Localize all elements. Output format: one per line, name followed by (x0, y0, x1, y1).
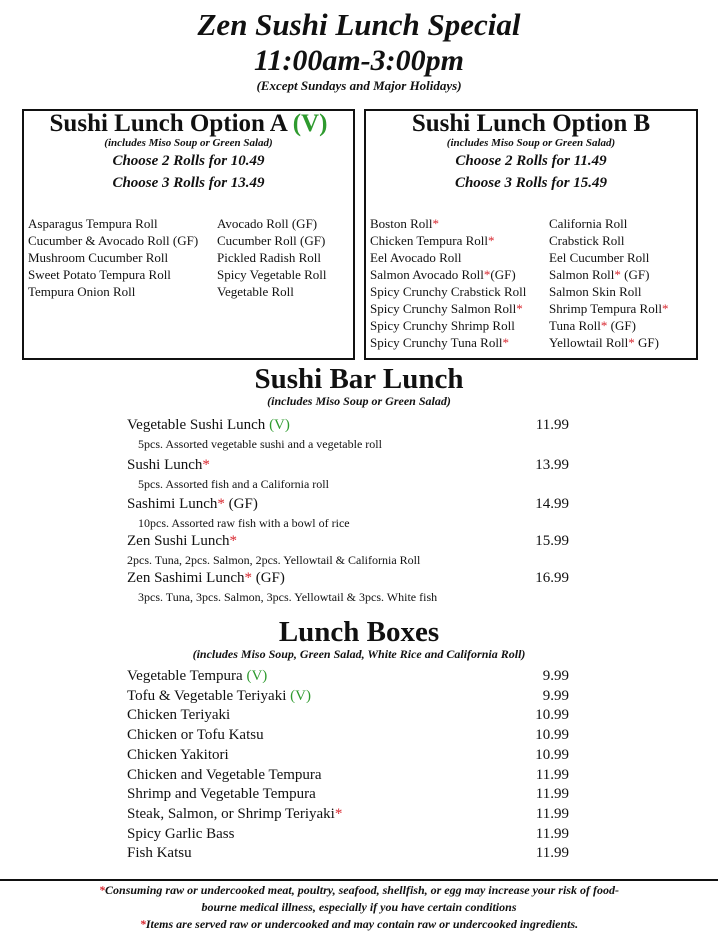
item-title: Sushi Lunch (127, 457, 203, 473)
footer-line-3: Items are served raw or undercooked and may contain raw or undercooked ingredients. (145, 917, 579, 931)
roll-item (370, 249, 549, 266)
item-price: 11.99 (535, 805, 569, 822)
item-price: 15.99 (535, 533, 569, 549)
option-a-title (24, 111, 353, 137)
roll-note: GF) (634, 335, 659, 350)
item-title: Chicken or Tofu Katsu (127, 727, 264, 744)
lunch-hours: 11:00am-3:00pm (254, 44, 464, 77)
item-name (127, 746, 229, 764)
roll-item: Pickled Radish Roll (217, 250, 321, 265)
roll-item (370, 334, 549, 351)
item-name (127, 532, 237, 550)
item-price: 10.99 (535, 746, 569, 763)
item-name (127, 706, 230, 724)
raw-star: * (502, 335, 510, 350)
roll-note: (GF) (607, 318, 636, 333)
roll-name: Eel Cucumber Roll (549, 250, 650, 265)
raw-warning-star: * (139, 917, 146, 931)
item-price: 11.99 (535, 825, 569, 842)
item-price: 10.99 (535, 727, 569, 744)
option-b-includes: (includes Miso Soup or Green Salad) (446, 137, 616, 149)
option-b-price-2: Choose 2 Rolls for 11.49 (455, 153, 607, 169)
roll-item: Mushroom Cucumber Roll (28, 250, 169, 265)
item-description: 5pcs. Assorted fish and a California roll (138, 477, 329, 491)
sushi-bar-header (0, 364, 718, 409)
item-title: Steak, Salmon, or Shrimp Teriyaki (127, 805, 335, 822)
roll-name: Salmon Skin Roll (549, 284, 642, 299)
item-title: Zen Sashimi Lunch (127, 570, 245, 586)
option-a-includes: (includes Miso Soup or Green Salad) (104, 137, 273, 149)
roll-item (549, 300, 694, 317)
item-title: Zen Sushi Lunch (127, 533, 230, 549)
raw-star: * (432, 216, 439, 231)
option-a-roll-list (28, 215, 351, 300)
item-title: Chicken Yakitori (127, 746, 229, 763)
lunch-boxes-title: Lunch Boxes (278, 616, 440, 648)
item-title: Chicken and Vegetable Tempura (127, 766, 322, 783)
roll-item (549, 249, 694, 266)
vegetarian-mark: (V) (292, 110, 328, 137)
roll-name: Eel Avocado Roll (370, 250, 462, 265)
item-title: Chicken Teriyaki (127, 707, 231, 724)
item-price: 10.99 (535, 707, 569, 724)
roll-name: California Roll (549, 216, 628, 231)
raw-star: * (614, 267, 621, 282)
roll-item (549, 266, 694, 283)
item-title: Sashimi Lunch (127, 496, 218, 512)
raw-star: * (661, 301, 669, 316)
raw-star: * (628, 335, 635, 350)
raw-star: * (229, 533, 237, 549)
option-a-box (22, 109, 355, 360)
roll-item: Spicy Vegetable Roll (217, 267, 327, 282)
vegetarian-mark: (V) (246, 668, 268, 684)
roll-item (370, 232, 549, 249)
item-name (127, 416, 290, 434)
sushi-bar-title: Sushi Bar Lunch (254, 363, 464, 395)
roll-name: Spicy Crunchy Crabstick Roll (370, 284, 527, 299)
item-note: (GF) (251, 570, 285, 586)
item-title: Fish Katsu (127, 845, 192, 862)
menu-title: Zen Sushi Lunch Special (197, 7, 521, 42)
roll-item (549, 215, 694, 232)
item-title: Tofu & Vegetable Teriyaki (127, 687, 291, 704)
item-price: 11.99 (535, 766, 569, 783)
item-name (127, 456, 210, 474)
lunch-boxes-header (0, 617, 718, 662)
option-a-title-text: Sushi Lunch Option A (49, 110, 287, 137)
raw-warning-star: * (99, 883, 106, 897)
item-name (127, 844, 192, 862)
roll-item (370, 283, 549, 300)
item-note: (GF) (224, 496, 258, 512)
raw-star: * (483, 267, 491, 282)
item-price: 11.99 (535, 786, 569, 803)
roll-item: Asparagus Tempura Roll (28, 216, 158, 231)
roll-item: Cucumber Roll (GF) (217, 233, 326, 248)
item-price: 16.99 (535, 570, 569, 586)
roll-name: Boston Roll (370, 216, 433, 231)
roll-item (549, 317, 694, 334)
roll-item: Cucumber & Avocado Roll (GF) (28, 233, 199, 248)
roll-item: Vegetable Roll (217, 284, 294, 299)
item-name (127, 766, 322, 784)
item-name (127, 569, 285, 587)
item-name (127, 726, 264, 744)
item-name (127, 805, 342, 823)
roll-item: Avocado Roll (GF) (217, 216, 318, 231)
roll-name: Crabstick Roll (549, 233, 625, 248)
option-a-price-2: Choose 2 Rolls for 10.49 (112, 153, 265, 169)
item-name (127, 667, 267, 685)
roll-note: (GF) (490, 267, 516, 282)
item-name (127, 825, 234, 843)
roll-item (549, 232, 694, 249)
raw-star: * (217, 496, 225, 512)
roll-item (549, 283, 694, 300)
roll-name: Spicy Crunchy Salmon Roll (370, 301, 517, 316)
roll-item (370, 215, 549, 232)
item-price: 13.99 (535, 457, 569, 473)
item-description: 2pcs. Tuna, 2pcs. Salmon, 2pcs. Yellowtail & California Roll (127, 553, 421, 567)
roll-item (549, 334, 694, 351)
raw-star: * (516, 301, 523, 316)
vegetarian-mark: (V) (269, 417, 290, 433)
item-description: 10pcs. Assorted raw fish with a bowl of rice (138, 516, 350, 530)
footer-divider (0, 879, 718, 881)
roll-name: Yellowtail Roll (549, 335, 629, 350)
roll-name: Shrimp Tempura Roll (549, 301, 662, 316)
option-b-roll-list (370, 215, 694, 351)
roll-name: Spicy Crunchy Shrimp Roll (370, 318, 515, 333)
item-title: Spicy Garlic Bass (127, 825, 235, 842)
item-title: Vegetable Sushi Lunch (127, 417, 270, 433)
roll-note: (GF) (620, 267, 650, 282)
roll-item: Sweet Potato Tempura Roll (28, 267, 171, 282)
vegetarian-mark: (V) (290, 687, 311, 704)
roll-name: Salmon Avocado Roll (370, 267, 484, 282)
raw-star: * (244, 570, 252, 586)
item-description: 5pcs. Assorted vegetable sushi and a vegetable roll (138, 437, 382, 451)
hours-exception: (Except Sundays and Major Holidays) (256, 78, 462, 93)
footer-notice-3 (0, 916, 718, 933)
raw-star: * (202, 457, 210, 473)
raw-star: * (488, 233, 495, 248)
menu-header (0, 6, 718, 94)
roll-name: Chicken Tempura Roll (370, 233, 488, 248)
option-a-price-3: Choose 3 Rolls for 13.49 (112, 175, 265, 191)
roll-name: Salmon Roll (549, 267, 615, 282)
footer-notice-1 (0, 882, 718, 899)
option-b-price-3: Choose 3 Rolls for 15.49 (454, 175, 608, 191)
item-price: 9.99 (542, 668, 569, 684)
item-title: Vegetable Tempura (127, 668, 247, 684)
roll-name: Spicy Crunchy Tuna Roll (370, 335, 503, 350)
roll-name: Tuna Roll (549, 318, 601, 333)
option-b-box (364, 109, 698, 360)
item-price: 14.99 (535, 496, 569, 512)
item-name (127, 785, 316, 803)
item-price: 11.99 (535, 845, 569, 862)
roll-item (370, 300, 549, 317)
roll-item (370, 317, 549, 334)
raw-star: * (600, 318, 608, 333)
footer-line-1: Consuming raw or undercooked meat, poultry, seafood, shellfish, or egg may increase your risk of food- (105, 883, 619, 897)
sushi-bar-includes: (includes Miso Soup or Green Salad) (267, 394, 451, 408)
roll-item: Tempura Onion Roll (28, 284, 136, 299)
item-description: 3pcs. Tuna, 3pcs. Salmon, 3pcs. Yellowtail & 3pcs. White fish (138, 590, 438, 604)
raw-star: * (334, 805, 343, 822)
item-price: 11.99 (535, 417, 569, 433)
roll-item (370, 266, 549, 283)
item-price: 9.99 (542, 687, 569, 704)
option-b-title: Sushi Lunch Option B (411, 110, 651, 137)
footer-notice-2: bourne medical illness, especially if you have certain conditions (201, 900, 517, 914)
item-name (127, 687, 311, 705)
item-name (127, 495, 258, 513)
item-title: Shrimp and Vegetable Tempura (127, 786, 316, 803)
lunch-boxes-includes: (includes Miso Soup, Green Salad, White Rice and California Roll) (192, 647, 526, 661)
